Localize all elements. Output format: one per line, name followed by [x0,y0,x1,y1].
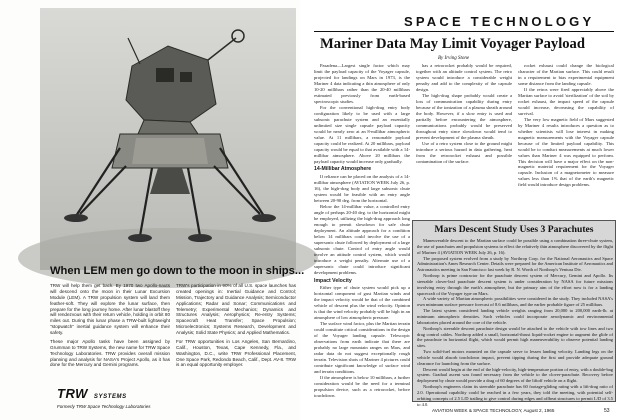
article-paragraph: For the conventional high-drag entry body configuration likely to be used with a large subsonic parachute system and an essentially unlimited size single capsule payload capacity would be nearly zero at an 8-millibar atmospheric value. At 11 millibars, a reasonable payload capacity could be realized. At 20 millibars, payload capacity would be equal to that available with a 14-millibar atmosphere. Above 20 millibars the payload capacity would increase only gradually. [314,104,410,164]
ad-paragraph: For TRW opportunities in Los Angeles, San Bernardino, Calif., Houston, Texas, Cape Kennedy, Fla., and Washington, D.C., write TRW Professional Placement, One Space Park, Redondo Beach, Calif., Dept. AV-8. TRW is an equal opportunity employer. [176,338,296,368]
article-paragraph: The very low magnetic field of Mars suggested by Mariner 4 results introduces a question as to whether scientists will lose interest in making magnetic measurements with the Voyager capsule because of the limited payload capability. This would be to conduct measurements at much lower values than Mariner 4 was equipped to perform. This decision will have a major effect on the non-magnetic material requirement for the Voyager capsule. Inclusion of a magnetometer to measure values less than 1% that of the earth's magnetic field would introduce design problems. [518,116,614,188]
article-paragraph: Below the 14-millibar value, a controlled entry angle of perhaps 20-40 deg. to the horizontal might be employed, utilizing the high-drag approach long enough to permit slowdown for safe chute deployment. An altitude approach for a condition below 14 millibars could involve the use of a supersonic chute followed by deployment of a large subsonic chute. Control of entry angle would involve an attitude control system, which would introduce a weight penalty. Alternate use of a supersonic chute could introduce significant development problems. [314,204,410,275]
article-paragraph: has a retrorocket probably would be required, together with an altitude control system. The retro system would introduce a considerable weight penalty and add to the complexity of the capsule design. [416,63,512,92]
sidebar-paragraph: The proposed system evolved from a study by Northrop Corp. for the National Aeronautics and Space Administration's Ames Research Center. Details were prepared for the American Institute of Aeronautics and Astronautics meeting in San Francisco last week by R. N. Worth of Northrop's Ventura Div. [417,255,614,273]
lunar-module-illustration [40,8,296,270]
sidebar-story-body [417,238,614,407]
article-column-1 [314,63,410,405]
ad-headline: When LEM men go down to the moon in ships... [50,265,305,277]
lunar-module-photo [40,8,296,270]
article-paragraph: If the retros were fired appreciably above the Martian surface to avoid 'sterilization' of the soil by rocket exhaust, the impact speed of the capsule would increase, decreasing the capability of survival. [518,86,614,116]
sidebar-paragraph: The latest system considered landing vehicle weights ranging from 20,000 to 200,000 earth-lb. at minimum atmospheric densities. Such vehicles could incorporate aerodynamic and environmental laboratories placed around the core of the vehicle. [417,308,613,325]
article-paragraph: The high-drag shape probably would create a loss of communication capability during entry because of the ionization of a plasma sheath around the body. However, if a slow entry is used and partially before encountering the atmosphere, communications probably would be preserved throughout entry since slowdown would tend to prevent development of the plasma sheath. [416,92,512,140]
sidebar-paragraph: Northrop's engineers claim its steerable parachute has 60 footage-gliding rating with a lift-drag ratio of 2.0. Operational capability could be reached in a few years, they told the meeting, with potential self-orbiting concepts of 2.5 L/D trailing to give control during edges and offbeat structures to permit L/D of 3.5 to 4.0. [417,384,613,407]
article-paragraph: Either type of chute system would pick up a horizontal component of gust Martian winds and the impact velocity would be that of the combined vehicle of descent plus the wind velocity. Opinion is that the wind velocity probably will be high in an atmosphere of low atmospheric pressure. [314,285,410,321]
ad-paragraph: These major Apollo tasks have been assigned by Grumman to TRW Systems, the new name for TRW Space Technology Laboratories. TRW provides overall mission planning and analysis for NASA's Project Apollo, as it has done for the Mercury and Gemini programs. [50,338,170,368]
article-subheading: Impact Velocity [314,277,352,284]
article-column-2 [416,63,512,218]
ad-paragraph: TRW will help them get back. By 1970 two Apollo-nauts will descend onto the moon in their Lunar Excursion Module (LEM). A TRW propulsion system will land them feather-soft. They will explore the lunar surface, then prepare for the long journey home. After lunar blastoff they will rendezvous with their return vehicle, holding in orbit 80 miles out. During this lunar phase a TRW-built lightweight "stopwatch" inertial guidance system will enhance their safety. [50,283,170,335]
sidebar-story-box [412,220,616,407]
article-subheading: 14-Millibar Atmosphere [314,166,372,173]
article-paragraph: The surface wind factor, plus the Martian terrain could constitute critical considerations in the design of the Voyager landing capsule. Telescopic observations from earth indicate that there are probably no large mountain ranges on Mars, and radar data do not suggest exceptionally rough terrain. Television shots of Mariner 4 pictures could contribute significant knowledge of surface wind and terrain conditions. [314,321,410,374]
ad-paragraph: TRW's participation in 90% of all U.S. space launches has created openings in: Inertial Guidance and Control; Mission, Trajectory and Guidance Analysis; Semiconductor Applications; Radar and Sonar; Communications and Telemetry; Experimental Mechanics; Dynamics and Structures Analysis; Aerophysics; Re-entry Systems; Spacecraft Heat Transfer; Space Propulsion; Microelectronics; Systems Research, Development and Analysis; Solid State Physics; and Applied Mathematics. [176,283,296,335]
article-byline: By Irving Stone [438,56,470,61]
sidebar-paragraph: Two solid-fuel motors mounted on the capsule serve to lessen landing velocity. Landing legs on the vehicle would absorb touchdown impact, prevent tipping during the first and provide adequate ground clearance for launching from the surface. [417,349,613,366]
ad-body-column-left [50,283,170,371]
article-paragraph: If reliance can be placed on the analysis of a 14-millibar atmosphere (AVIATION WEEK July 26, p. 16), the high-drag body and large subsonic chute system would be feasible with an entry angle between 20-90 deg. from the horizontal. [314,174,410,204]
sidebar-story-title: Mars Descent Study Uses 3 Parachutes [434,224,594,235]
magazine-page [306,0,620,420]
trw-logo-block [57,385,151,409]
trw-advertisement [0,0,305,420]
trw-logo-subtitle: SYSTEMS [93,394,127,400]
sidebar-paragraph: Northrop is prime contractor for the parachute descent system of Mercury, Gemini and Apollo. Its steerable clover-leaf parachute descent system is under consideration by NASA for future missions involving entry through the earth's atmosphere, but the primary aim of the effort now is for a landing spacecraft of the Voyager type on Mars. [417,273,613,296]
trw-tagline: Formerly TRW Space Technology Laboratories [57,404,151,409]
article-paragraph: If the atmosphere is below 10 millibars, a further consideration would be the need for a terminal propulsion device, such as a retrorocket, before touchdown. [314,374,410,398]
sidebar-paragraph: A wide variety of Martian atmospheric possibilities were considered in the study. They included NASA's own minimum surface pressure forecast of 8.6 millibars, and the earlier probable figure of 25 millibars. [417,296,613,308]
ad-body [50,283,296,371]
article-column-3 [518,63,614,218]
sidebar-paragraph: Maneuverable descent to the Martian surface could be possible using a combination three-chute system, the use of parachutes and propulsion systems to effect the relatively thin atmosphere discovered by the flight of Mariner 4 (AVIATION WEEK July 26, p. 16). [417,238,613,255]
article-paragraph: Use of a retro system close to the ground might introduce a serious hazard in data gathering, heat from the retrorocket exhaust and possible contamination of the surface. [416,140,512,164]
ad-body-column-right [176,283,296,371]
article-paragraph: Pasadena—Largest single factor which may limit the payload capacity of the Voyager capsule, projected for landings on Mars in 1973, is the Mariner 4 data indicating a thin atmosphere of only 10-20 millibars rather than the 20-40 millibars estimated previously from earth-based spectroscopic studies. [314,63,410,104]
section-header: SPACE TECHNOLOGY [404,14,595,29]
page-footer: AVIATION WEEK & SPACE TECHNOLOGY, August 2, 1965 [432,408,555,413]
header-divider [314,31,614,32]
sidebar-paragraph: Northrop's steerable descent parachute design would be attached to the vehicle with tow lines and two drag control cables. Northrop added a small, horizontal-thrust liquid-rocket engine to augment the glide of the parachute in horizontal flight, which would permit high maneuverability to observe potential landing sites. [417,325,613,349]
page-number: 53 [604,408,610,414]
trw-logo: TRW [57,386,88,401]
article-paragraph: rocket exhaust could change the biological character of the Martian surface. This could result in a requirement to bias experimental equipment some distance from the landing capsule. [518,63,614,86]
article-title: Mariner Data May Limit Voyager Payload [320,36,585,52]
sidebar-paragraph: Descent would begin at the end of the high-velocity, high-temperature portion of entry, with a double-bag system. Gradual ascent was found necessary from the vehicle to the clover-parachute. Recovery before deployment by chute would provide a drag of 60 degrees of the liftoff vehicle on a flight. [417,366,613,384]
